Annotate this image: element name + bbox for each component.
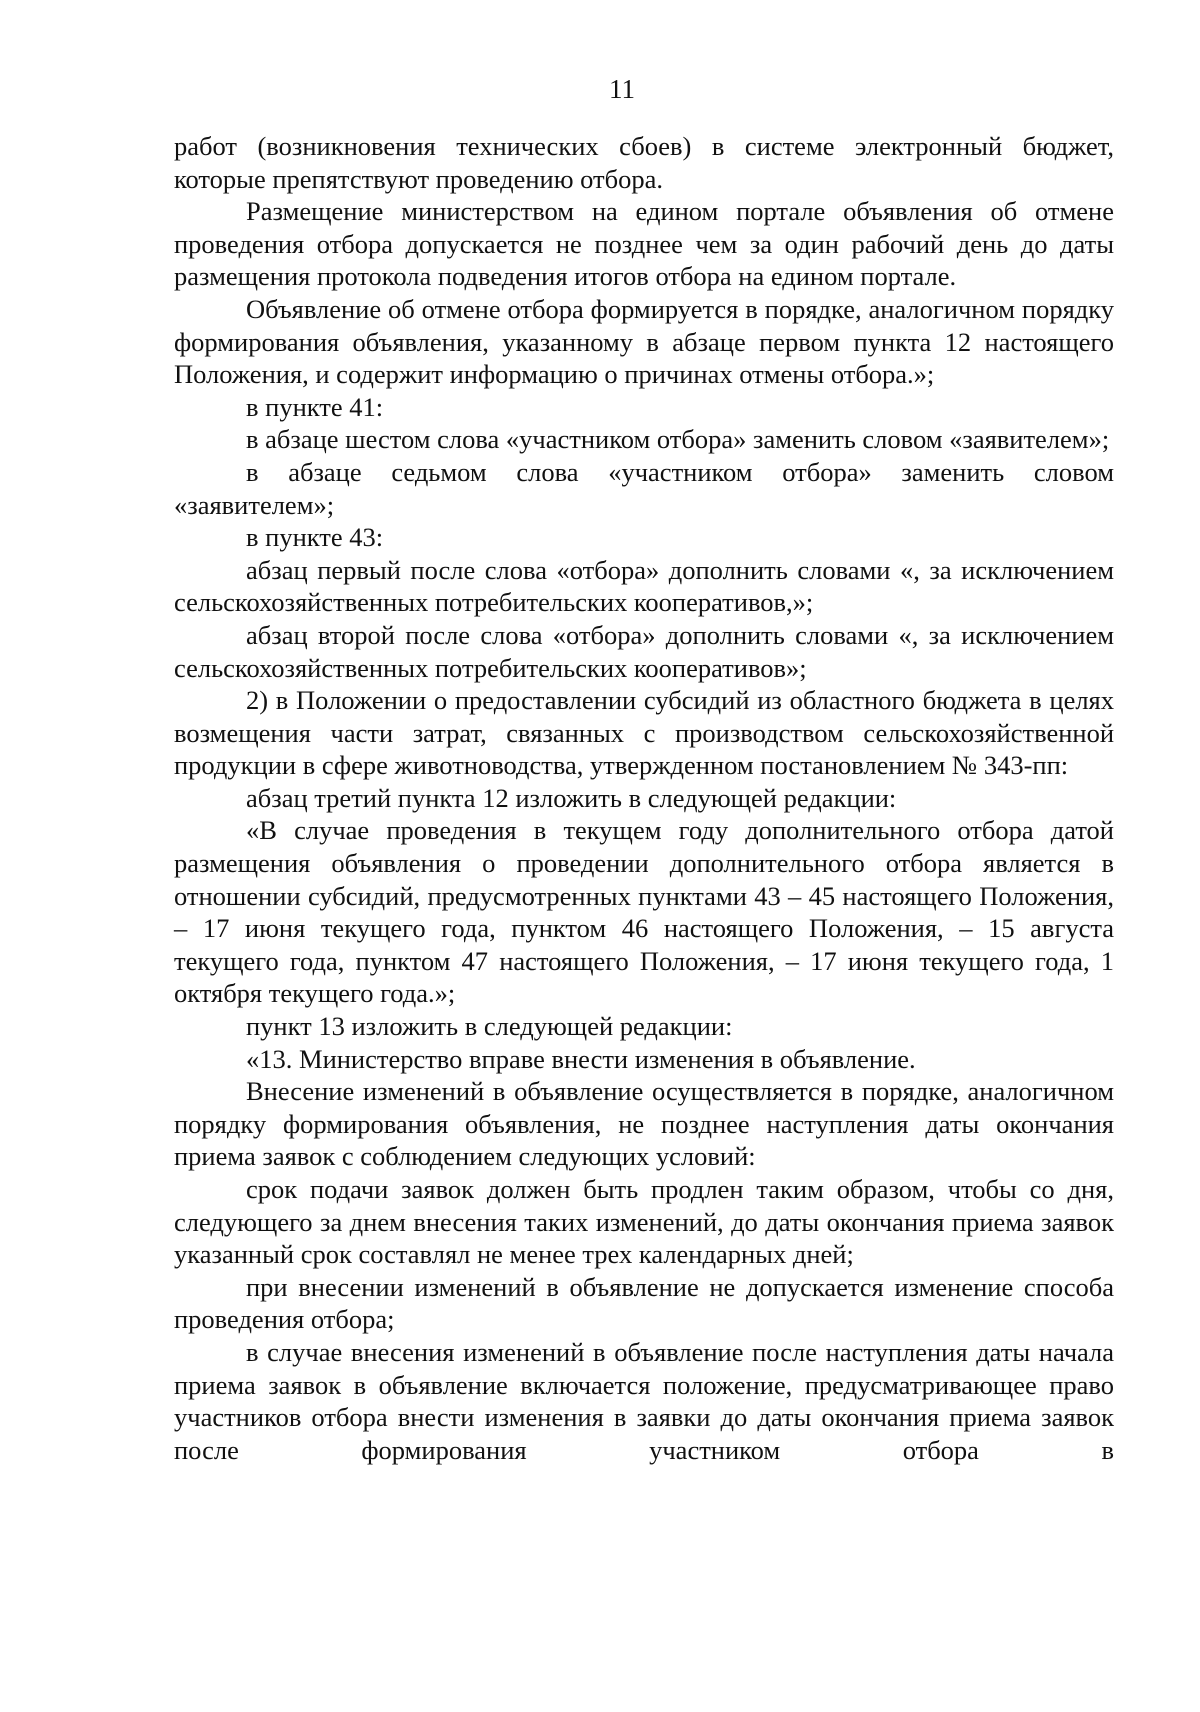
paragraph: работ (возникновения технических сбоев) в системе электронный бюджет, которые препятствуют проведению отбора. <box>174 131 1114 194</box>
paragraph: в пункте 41: <box>246 391 384 422</box>
paragraph: абзац второй после слова «отбора» дополнить словами «, за исключением сельскохозяйственных потребительских кооперативов»; <box>174 619 1114 683</box>
paragraph: в пункте 43: <box>246 522 384 553</box>
paragraph: в случае внесения изменений в объявление после наступления даты начала приема заявок в объявление включается положение, предусматривающее право участников отбора внести изменения в заявки до даты окончания приема заявок после формирования участником отбора в <box>174 1336 1114 1465</box>
paragraph: «13. Министерство вправе внести изменения в объявление. <box>246 1043 916 1074</box>
paragraph: при внесении изменений в объявление не допускается изменение способа проведения отбора; <box>174 1271 1114 1335</box>
paragraph: пункт 13 изложить в следующей редакции: <box>246 1011 733 1042</box>
document-body <box>174 130 1114 1466</box>
paragraph: Объявление об отмене отбора формируется в порядке, аналогичном порядку формирования объявления, указанному в абзаце первом пункта 12 настоящего Положения, и содержит информацию о причинах отмены отбора.»; <box>174 293 1114 390</box>
paragraph: абзац первый после слова «отбора» дополнить словами «, за исключением сельскохозяйственных потребительских кооперативов,»; <box>174 554 1114 618</box>
paragraph: Размещение министерством на едином портале объявления об отмене проведения отбора допускается не позднее чем за один рабочий день до даты размещения протокола подведения итогов отбора на едином портале. <box>174 196 1114 292</box>
paragraph: в абзаце шестом слова «участником отбора» заменить словом «заявителем»; <box>246 424 1110 455</box>
paragraph: срок подачи заявок должен быть продлен таким образом, чтобы со дня, следующего за днем внесения таких изменений, до даты окончания приема заявок указанный срок составлял не менее трех календарных дней; <box>174 1174 1114 1270</box>
paragraph: в абзаце седьмом слова «участником отбора» заменить словом «заявителем»; <box>174 456 1114 520</box>
paragraph: Внесение изменений в объявление осуществляется в порядке, аналогичном порядку формирования объявления, не позднее наступления даты окончания приема заявок с соблюдением следующих условий: <box>174 1076 1114 1172</box>
paragraph: «В случае проведения в текущем году дополнительного отбора датой размещения объявления о проведении дополнительного отбора является в отношении субсидий, предусмотренных пунктами 43 – 45 настоящего Положения, – 17 июня текущего года, пунктом 46 настоящего Положения, – 15 августа текущего года, пунктом 47 настоящего Положения, – 17 июня текущего года, 1 октября текущего года.»; <box>174 815 1114 1009</box>
page-number: 11 <box>609 74 635 104</box>
paragraph: абзац третий пункта 12 изложить в следующей редакции: <box>246 782 897 813</box>
paragraph: 2) в Положении о предоставлении субсидий из областного бюджета в целях возмещения части затрат, связанных с производством сельскохозяйственной продукции в сфере животноводства, утвержденном постановлением № 343-пп: <box>174 685 1114 781</box>
